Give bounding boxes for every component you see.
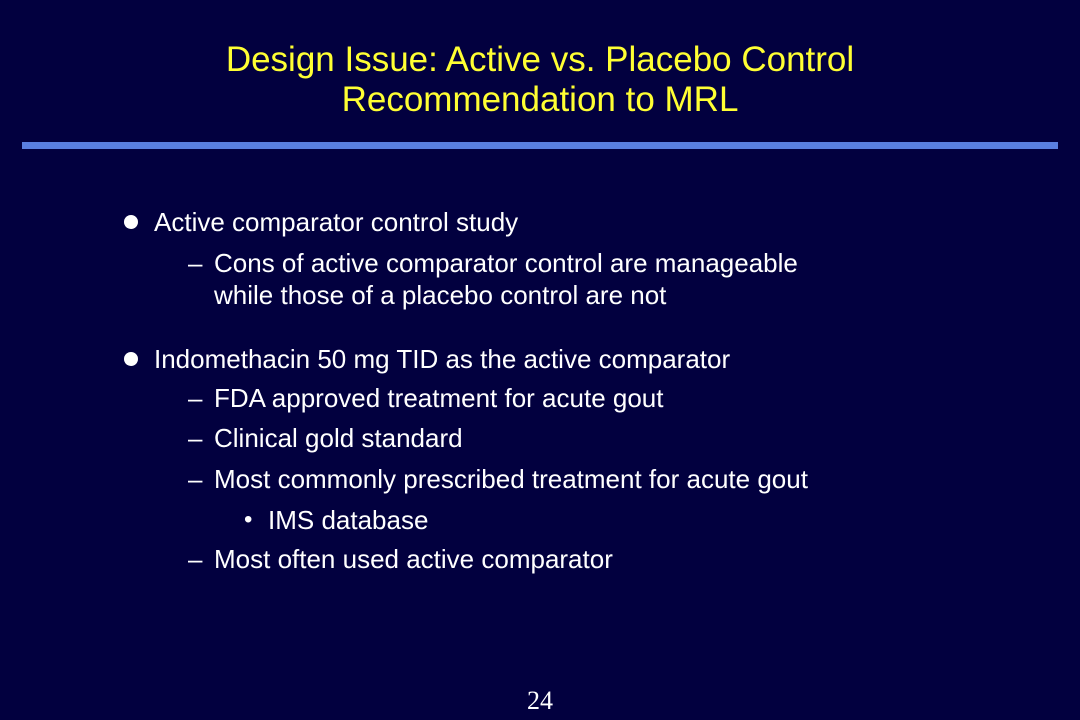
bullet-2-sub-1: FDA approved treatment for acute gout [214,383,664,413]
bullet-1-sub-1-line-1: Cons of active comparator control are manageable [214,248,798,278]
bullet-2-sub-3-dash: – [188,464,203,494]
bullet-2-sub-3: Most commonly prescribed treatment for acute gout [214,464,808,494]
bullet-2-sub-3-item-1: IMS database [268,505,429,535]
bullet-2-sub-4: Most often used active comparator [214,544,613,574]
bullet-1-text: Active comparator control study [154,207,519,237]
page-number: 24 [527,686,553,715]
title-line-2: Recommendation to MRL [341,80,739,119]
bullet-1-marker [124,215,138,229]
bullet-2-sub-1-dash: – [188,383,203,413]
bullet-2-sub-2-dash: – [188,423,203,453]
bullet-2-sub-3-item-1-dot: • [244,506,253,533]
bullet-2-sub-2: Clinical gold standard [214,423,463,453]
bullet-1-sub-1-dash: – [188,248,203,278]
bullet-1-sub-1-line-2: while those of a placebo control are not [214,280,667,310]
bullet-2-text: Indomethacin 50 mg TID as the active comparator [154,344,731,374]
bullet-2-marker [124,352,138,366]
title-line-1: Design Issue: Active vs. Placebo Control [225,40,855,79]
bullet-2-sub-4-dash: – [188,544,203,574]
